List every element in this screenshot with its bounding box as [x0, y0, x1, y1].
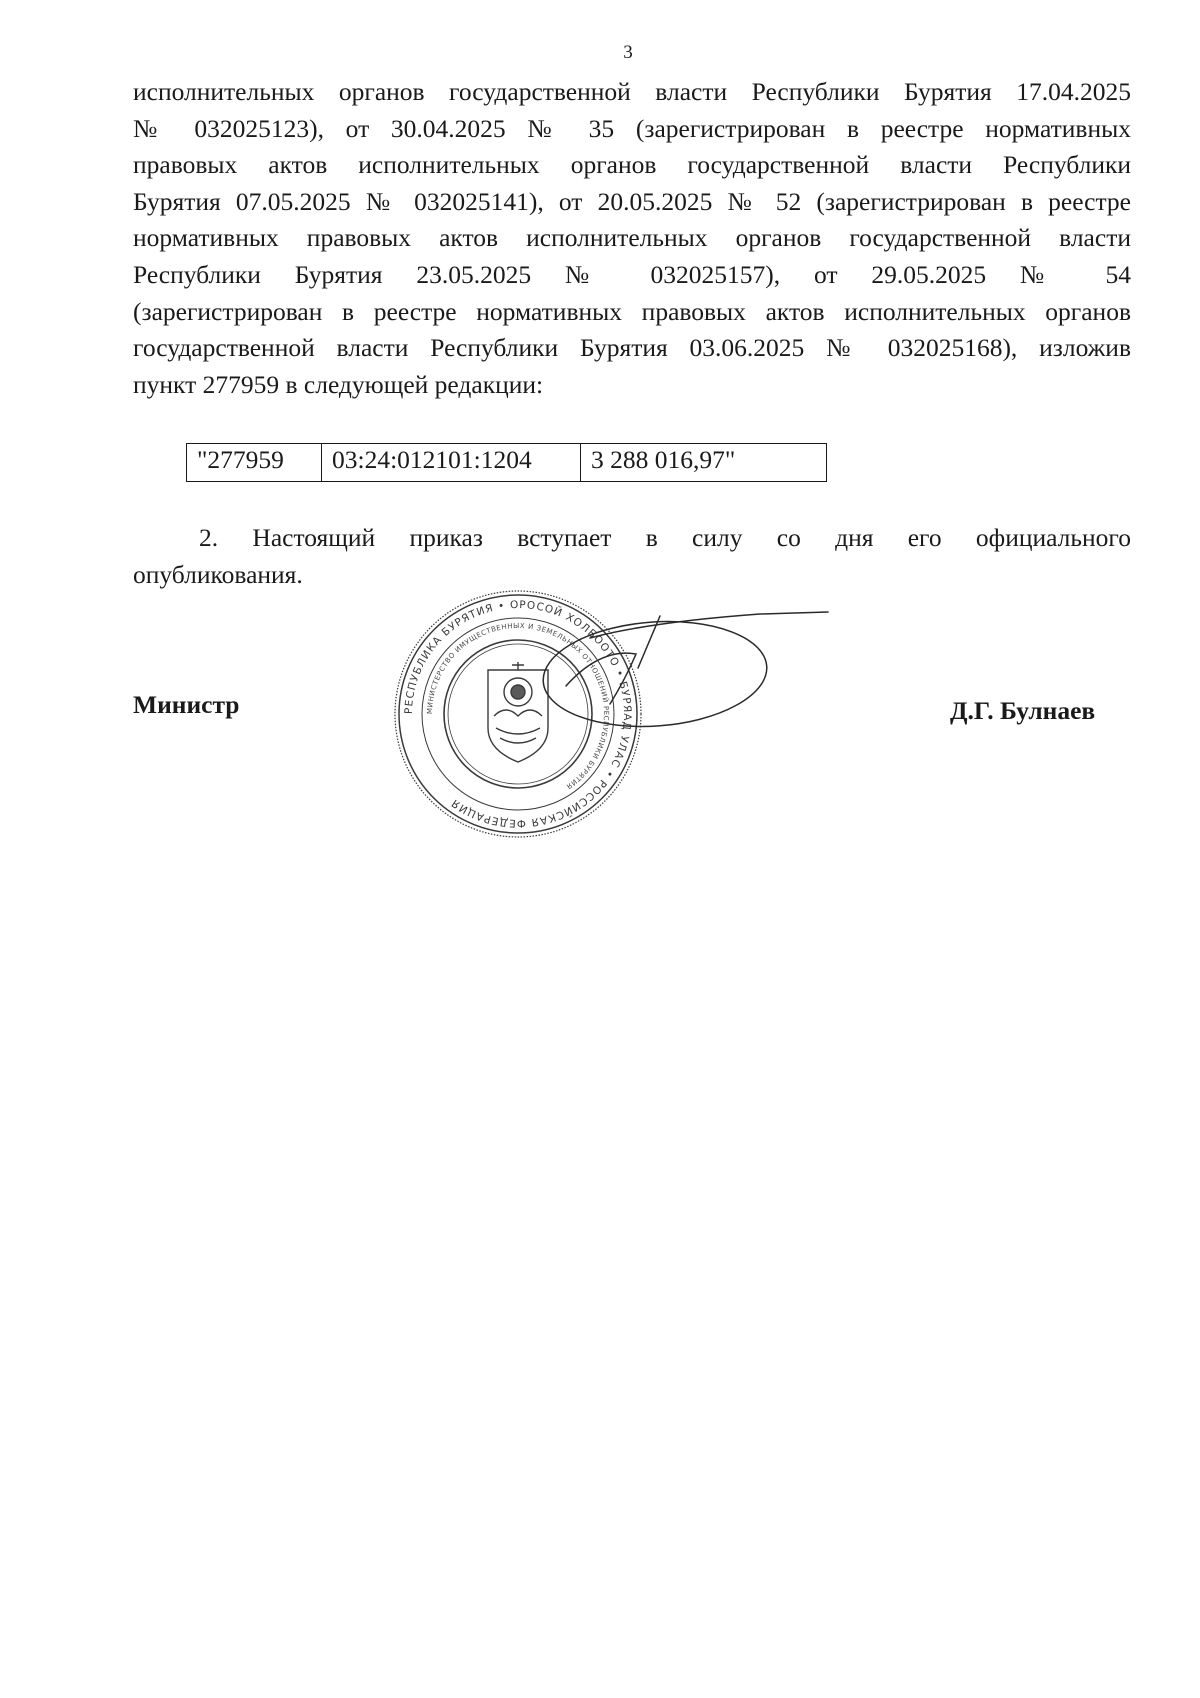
svg-text:РЕСПУБЛИКА БУРЯТИЯ • ОРОСОЙ ХО: РЕСПУБЛИКА БУРЯТИЯ • ОРОСОЙ ХОЛБООТО • БУРЯАД УЛАС • РОССИЙСКАЯ ФЕДЕРАЦИЯ [402, 598, 634, 830]
paragraph-1-line: Бурятия 07.05.2025 № 032025141), от 20.05.2025 № 52 (зарегистрирован в реестре [133, 186, 1131, 216]
paragraph-2-line: опубликования. [133, 559, 303, 589]
table-cell-cadastral-number: 03:24:012101:1204 [322, 444, 581, 482]
paragraph-1-line: (зарегистрирован в реестре нормативных правовых актов исполнительных органов [133, 296, 1131, 326]
paragraph-2-line: 2. Настоящий приказ вступает в силу со дня его официального [199, 523, 1131, 552]
paragraph-1-line: Республики Бурятия 23.05.2025 № 032025157), от 29.05.2025 № 54 [133, 259, 1131, 289]
paragraph-1-line: нормативных правовых актов исполнительных органов государственной власти [133, 223, 1131, 253]
amendment-table [186, 443, 827, 482]
signatory-title: Министр [133, 690, 240, 719]
paragraph-1 [133, 74, 1131, 403]
page-number: 3 [623, 42, 633, 63]
paragraph-1-line: пункт 277959 в следующей редакции: [133, 369, 544, 399]
handwritten-signature [540, 608, 840, 778]
svg-text:МИНИСТЕРСТВО ИМУЩЕСТВЕННЫХ И З: МИНИСТЕРСТВО ИМУЩЕСТВЕННЫХ И ЗЕМЕЛЬНЫХ ОТНОШЕНИЙ РЕСПУБЛИКИ БУРЯТИЯ [425, 621, 611, 791]
paragraph-1-line: правовых актов исполнительных органов государственной власти Республики [133, 150, 1131, 180]
signatory-name: Д.Г. Булнаев [950, 696, 1096, 725]
paragraph-1-line: государственной власти Республики Бурятия 03.06.2025 № 032025168), изложив [133, 333, 1131, 363]
paragraph-1-line: исполнительных органов государственной власти Республики Бурятия 17.04.2025 [133, 77, 1131, 106]
coat-of-arms-icon [488, 662, 548, 762]
paragraph-1-line: № 032025123), от 30.04.2025 № 35 (зарегистрирован в реестре нормативных [133, 113, 1131, 143]
table-cell-item-number: "277959 [187, 444, 322, 482]
table-cell-cadastral-value: 3 288 016,97" [581, 444, 827, 482]
paragraph-2 [133, 520, 1131, 593]
table-row [187, 444, 827, 482]
